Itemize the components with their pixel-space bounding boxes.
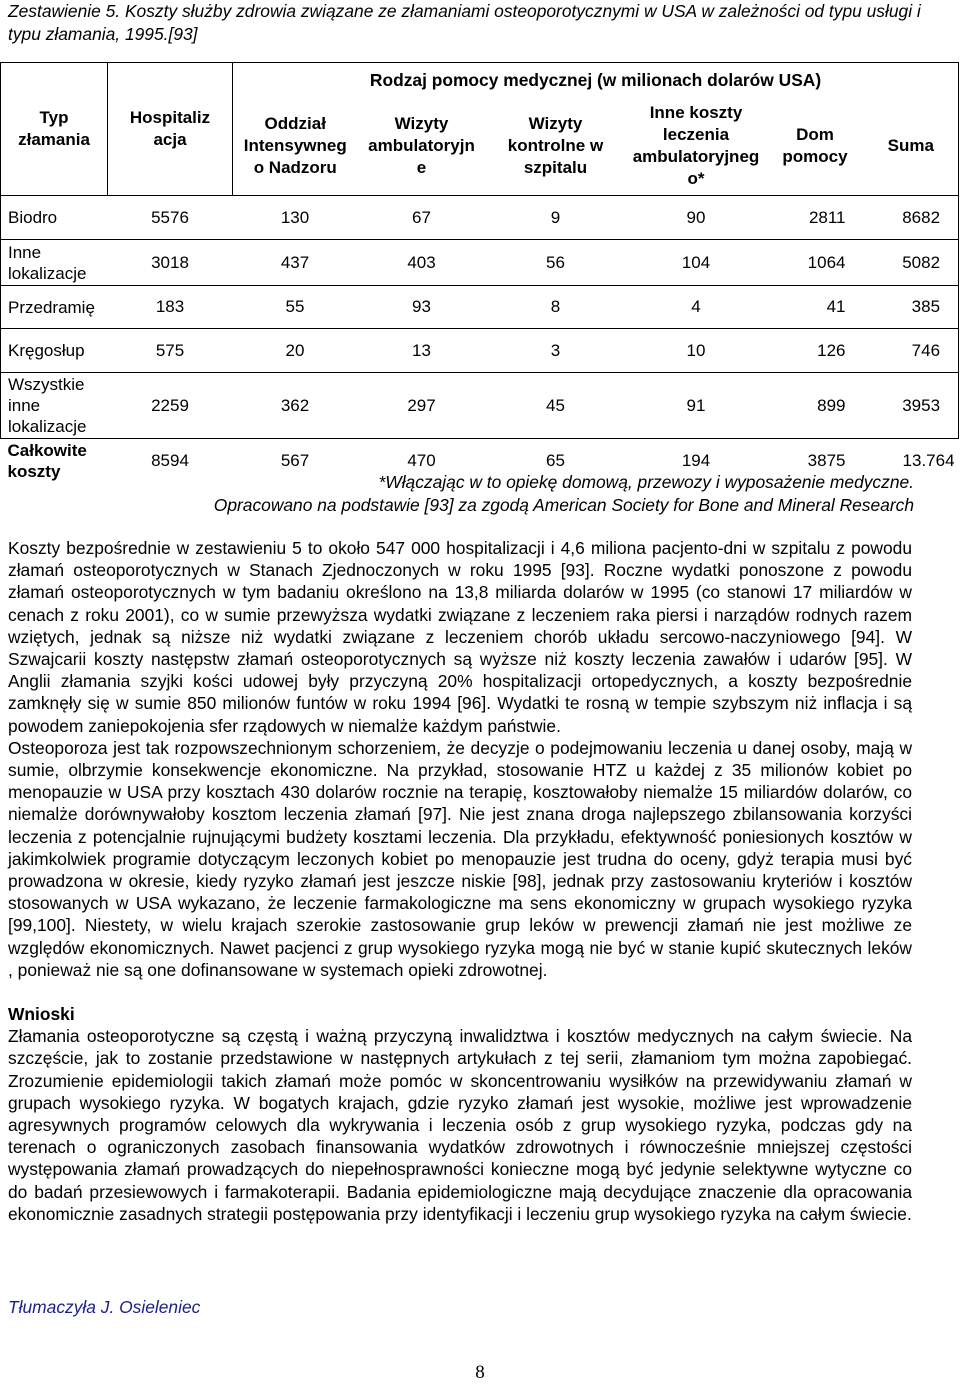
cell: 10	[686, 340, 706, 360]
cell: 65	[546, 451, 565, 471]
costs-table	[0, 62, 959, 483]
cell: 41	[826, 297, 846, 316]
cell: 899	[817, 395, 846, 415]
cell: 3018	[151, 252, 189, 272]
cell: 8682	[864, 196, 959, 240]
cell: 8	[550, 297, 561, 316]
header-sum: Suma	[864, 97, 959, 196]
cell: 297	[407, 395, 436, 415]
table-row	[1, 373, 959, 439]
paragraph: Osteoporoza jest tak rozpowszechnionym schorzeniem, że decyzje o podejmowaniu leczenia u danej osoby, mają w sumie, olbrzymie konsekwencje ekonomiczne. Na przykład, stosowanie HTZ u każdej z 35 milionów kobiet po menopauzie w USA przy kosztach 430 dolarów rocznie na terapię, kosztowałoby niemalże 15 miliardów dolarów, co niemalże dorównywałoby kosztom leczenia złamań [97]. Nie jest znana droga najlepszego zbilansowania korzyści leczenia z potencjalnie rujnującymi budżety kosztami leczenia. Dla przykładu, efektywność poniesionych kosztów w jakimkolwiek programie dotyczącym leczonych kobiet po menopauzie jest trudna do oceny, gdyż terapia musi być prowadzona w okresie, kiedy ryzyko złamań jest jeszcze niskie [98], jednak przy zastosowaniu kryteriów i kosztów stosowanych w USA wykazano, że leczenie farmakologiczne ma sens ekonomiczny w grupach wysokiego ryzyka [99,100]. Niestety, w wielu krajach szerokie zastosowanie grup leków w prewencji złamań nie jest możliwe ze względów ekonomicznych. Nawet pacjenci z grup wysokiego ryzyka mogą nie być w stanie kupić skutecznych leków , ponieważ nie są one dofinansowane w systemach opieki zdrowotnej.	[8, 737, 912, 980]
cell: 437	[280, 252, 310, 272]
table-caption: Zestawienie 5. Koszty służby zdrowia związane ze złamaniami osteoporotycznymi w USA w zależności od typu usługi i typu złamania, 1995.[93]	[8, 1, 921, 44]
header-fracture-type: Typ złamania	[1, 63, 108, 196]
table-row	[1, 240, 959, 286]
cell: 5082	[864, 240, 959, 286]
cell: 470	[407, 451, 436, 471]
cell: 385	[864, 286, 959, 329]
translator-credit: Tłumaczyła J. Osieleniec	[8, 1297, 201, 1317]
paragraph: Koszty bezpośrednie w zestawieniu 5 to około 547 000 hospitalizacji i 4,6 miliona pacjento-dni w szpitalu z powodu złamań osteoporotycznych w Stanach Zjednoczonych w roku 1995 [93]. Roczne wydatki ponoszone z powodu złamań osteoporotycznych w tym badaniu określono na 13,8 miliarda dolarów w 1995 (co stanowi 17 miliardów w cenach z roku 2001), co w sumie przewyższa wydatki związane z leczeniem raka piersi i narządów rodnych razem wziętych, jednak są niższe niż wydatki związane z leczeniem chorób układu sercowo-naczyniowego [94]. W Szwajcarii koszty następstw złamań osteoporotycznych są wyższe niż koszty leczenia zawałów i udarów [95]. W Anglii złamania szyjki kości udowej były przyczyną 20% hospitalizacji ortopedycznych, a koszty bezpośrednie zamknęły się w sumie 850 milionów funtów w roku 1994 [96]. Wydatki te rosną w tempie szybszym niż inflacja i są powodem zaniepokojenia sfer rządowych w niemalże każdym państwie.	[8, 538, 912, 736]
page-number: 8	[475, 1362, 485, 1383]
cell: 13	[412, 340, 431, 360]
footnote-source: Opracowano na podstawie [93] za zgodą American Society for Bone and Mineral Research	[213, 495, 914, 515]
cell: 45	[546, 395, 565, 415]
section-heading: Wnioski	[8, 1004, 75, 1025]
table-footnote	[214, 471, 914, 517]
cell: 194	[681, 451, 711, 471]
cell: 9	[550, 207, 561, 227]
cell: 13.764	[902, 451, 955, 471]
cell: 567	[280, 451, 310, 471]
cell: 104	[681, 252, 711, 272]
footnote-line: *Włączając w to opiekę domową, przewozy i wyposażenie medyczne.	[378, 472, 914, 492]
table-row	[1, 196, 959, 240]
cell: 575	[155, 340, 185, 360]
cell: 93	[412, 297, 431, 316]
cell: 2259	[151, 395, 189, 415]
paragraph: Złamania osteoporotyczne są częstą i ważną przyczyną inwalidztwa i kosztów medycznych na całym świecie. Na szczęście, jak to zostanie przedstawione w następnych artykułach z tej serii, złamaniom tym można zapobiegać. Zrozumienie epidemiologii takich złamań może pomóc w skoncentrowaniu wysiłków na przewidywaniu złamań w grupach wysokiego ryzyka. W bogatych krajach, gdzie ryzyko złamań jest wysokie, możliwe jest wprowadzenie agresywnych programów celowych dla wykrywania i leczenia osób z grup wysokiego ryzyka, podczas gdy na terenach o ograniczonych zasobach finansowania wydatków zdrowotnych i równocześnie mniejszej częstości występowania złamań prowadzących do niepełnosprawności konieczne mogą być jedynie selektywne wytyczne co do badań przesiewowych i farmakoterapii. Badania epidemiologiczne mają decydujące znaczenie dla opracowania ekonomicznie zasadnych strategii postępowania przy identyfikacji i leczeniu grup wysokiego ryzyka na całym świecie.	[8, 1026, 912, 1224]
row-label: Przedramię	[1, 286, 108, 329]
cell: 3953	[864, 373, 959, 439]
row-label: Inne lokalizacje	[1, 240, 108, 286]
cell: 3875	[807, 451, 846, 471]
cell: 5576	[151, 207, 189, 227]
header-group: Rodzaj pomocy medycznej (w milionach dolarów USA)	[233, 63, 959, 97]
header-nursing-home: Dom pomocy	[767, 97, 864, 196]
header-outpatient-visits: Wizyty ambulatoryjn e	[358, 97, 486, 196]
cell: 130	[280, 207, 310, 227]
cell: 8594	[151, 451, 189, 471]
cell: 3	[550, 340, 561, 360]
cell: 90	[686, 207, 706, 227]
cell: 1064	[807, 252, 846, 272]
body-text	[8, 537, 912, 1225]
cell: 126	[817, 340, 846, 360]
row-label: Kręgosłup	[1, 329, 108, 373]
cell: 183	[155, 297, 185, 316]
row-label: Całkowite koszty	[7, 440, 87, 481]
cell: 20	[285, 340, 305, 360]
row-label: Biodro	[1, 196, 108, 240]
cell: 91	[686, 395, 706, 415]
header-hospitalization: Hospitaliz acja	[108, 63, 233, 196]
cell: 746	[864, 329, 959, 373]
header-hospital-visits: Wizyty kontrolne w szpitalu	[486, 97, 626, 196]
cell: 403	[407, 252, 436, 272]
cell: 362	[280, 395, 310, 415]
cell: 2811	[808, 207, 846, 227]
cell: 56	[546, 252, 565, 272]
cell: 67	[412, 207, 431, 227]
table-row	[1, 286, 959, 329]
row-label: Wszystkie inne lokalizacje	[1, 373, 108, 439]
cell: 4	[691, 297, 701, 316]
header-other-outpatient: Inne koszty leczenia ambulatoryjneg o*	[626, 97, 767, 196]
cell: 55	[285, 297, 305, 316]
header-icu: Oddział Intensywneg o Nadzoru	[233, 97, 358, 196]
table-row	[1, 329, 959, 373]
